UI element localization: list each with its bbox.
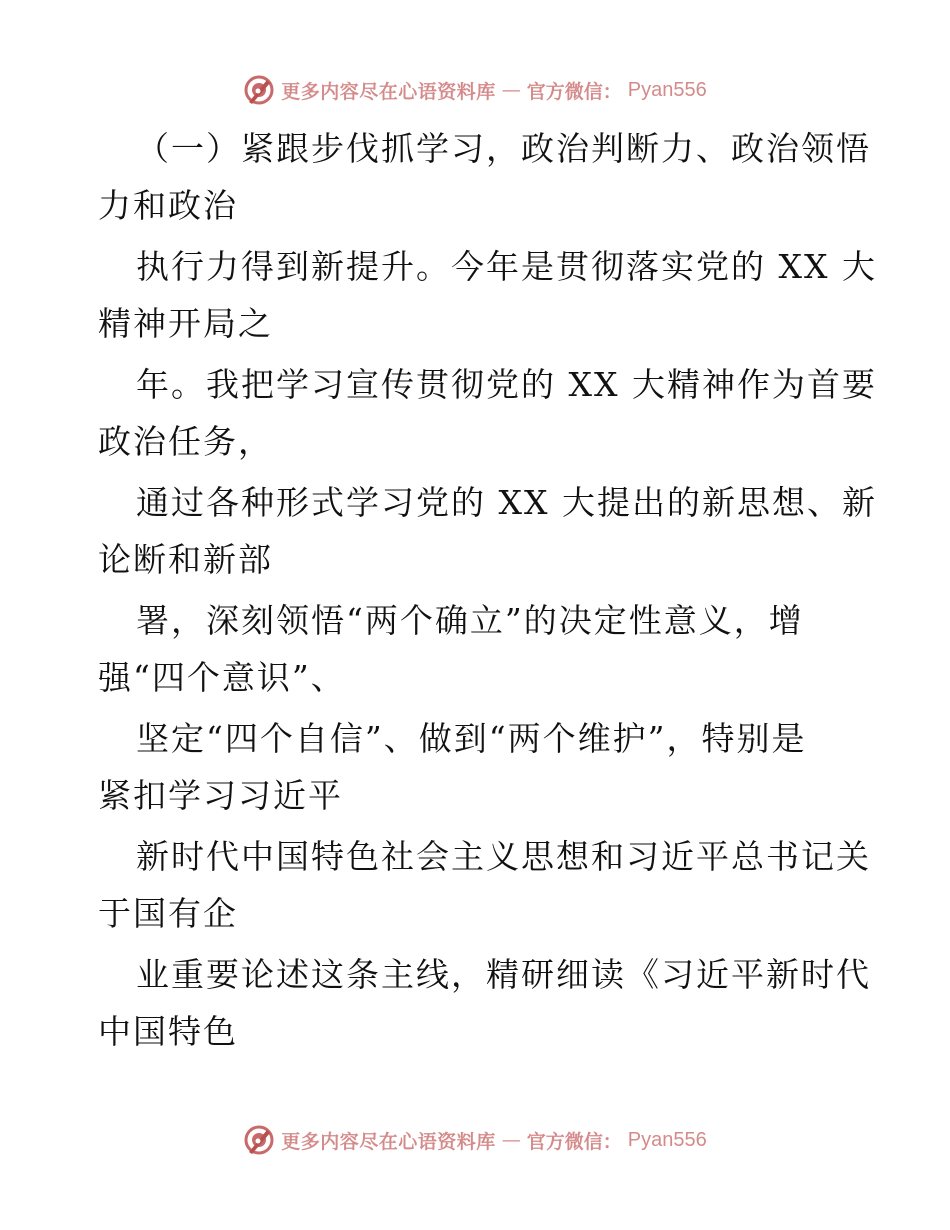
- document-body: [98, 120, 877, 1060]
- paragraph-2: [98, 238, 877, 352]
- paragraph-line-second: 政治任务，: [98, 422, 273, 461]
- paragraph-line-first: 业重要论述这条主线，精研细读《习近平新时代: [136, 955, 871, 994]
- paragraph-7: [98, 828, 871, 942]
- watermark-wechat-label: 官方微信：: [526, 1130, 622, 1153]
- watermark-wechat-label: 官方微信：: [526, 80, 622, 103]
- paragraph-line-second: 力和政治: [98, 186, 238, 225]
- pen-logo-icon: [243, 74, 275, 106]
- paragraph-line-first: （一）紧跟步伐抓学习，政治判断力、政治领悟: [136, 129, 871, 168]
- paragraph-8: [98, 946, 871, 1060]
- paragraph-line-second: 紧扣学习习近平: [98, 776, 343, 815]
- paragraph-3: [98, 356, 877, 470]
- watermark-separator: —: [501, 79, 521, 101]
- watermark-site-text: 更多内容尽在心语资料库: [281, 80, 496, 103]
- paragraph-1: [98, 120, 871, 234]
- paragraph-line-first: 通过各种形式学习党的 XX 大提出的新思想、新: [136, 483, 877, 522]
- watermark-site-text: 更多内容尽在心语资料库: [281, 1130, 496, 1153]
- paragraph-line-first: 年。我把学习宣传贯彻党的 XX 大精神作为首要: [136, 365, 877, 404]
- footer-watermark: [0, 1120, 950, 1160]
- paragraph-4: [98, 474, 877, 588]
- header-watermark: [0, 70, 950, 110]
- paragraph-line-second: 中国特色: [98, 1012, 238, 1051]
- paragraph-line-second: 精神开局之: [98, 304, 273, 343]
- paragraph-line-second: 于国有企: [98, 894, 238, 933]
- paragraph-6: [98, 710, 858, 824]
- watermark-wechat-id: Pyan556: [627, 78, 707, 101]
- watermark-separator: —: [501, 1129, 521, 1151]
- paragraph-line-second: 论断和新部: [98, 540, 273, 579]
- paragraph-line-first: 新时代中国特色社会主义思想和习近平总书记关: [136, 837, 871, 876]
- paragraph-line-first: 执行力得到新提升。今年是贯彻落实党的 XX 大: [136, 247, 877, 286]
- pen-logo-icon: [243, 1124, 275, 1156]
- paragraph-line-first: 署，深刻领悟“两个确立”的决定性意义，增: [136, 601, 804, 640]
- paragraph-line-second: 强“四个意识”、: [98, 658, 346, 697]
- watermark-wechat-id: Pyan556: [627, 1128, 707, 1151]
- paragraph-5: [98, 592, 858, 706]
- paragraph-line-first: 坚定“四个自信”、做到“两个维护”，特别是: [136, 719, 807, 758]
